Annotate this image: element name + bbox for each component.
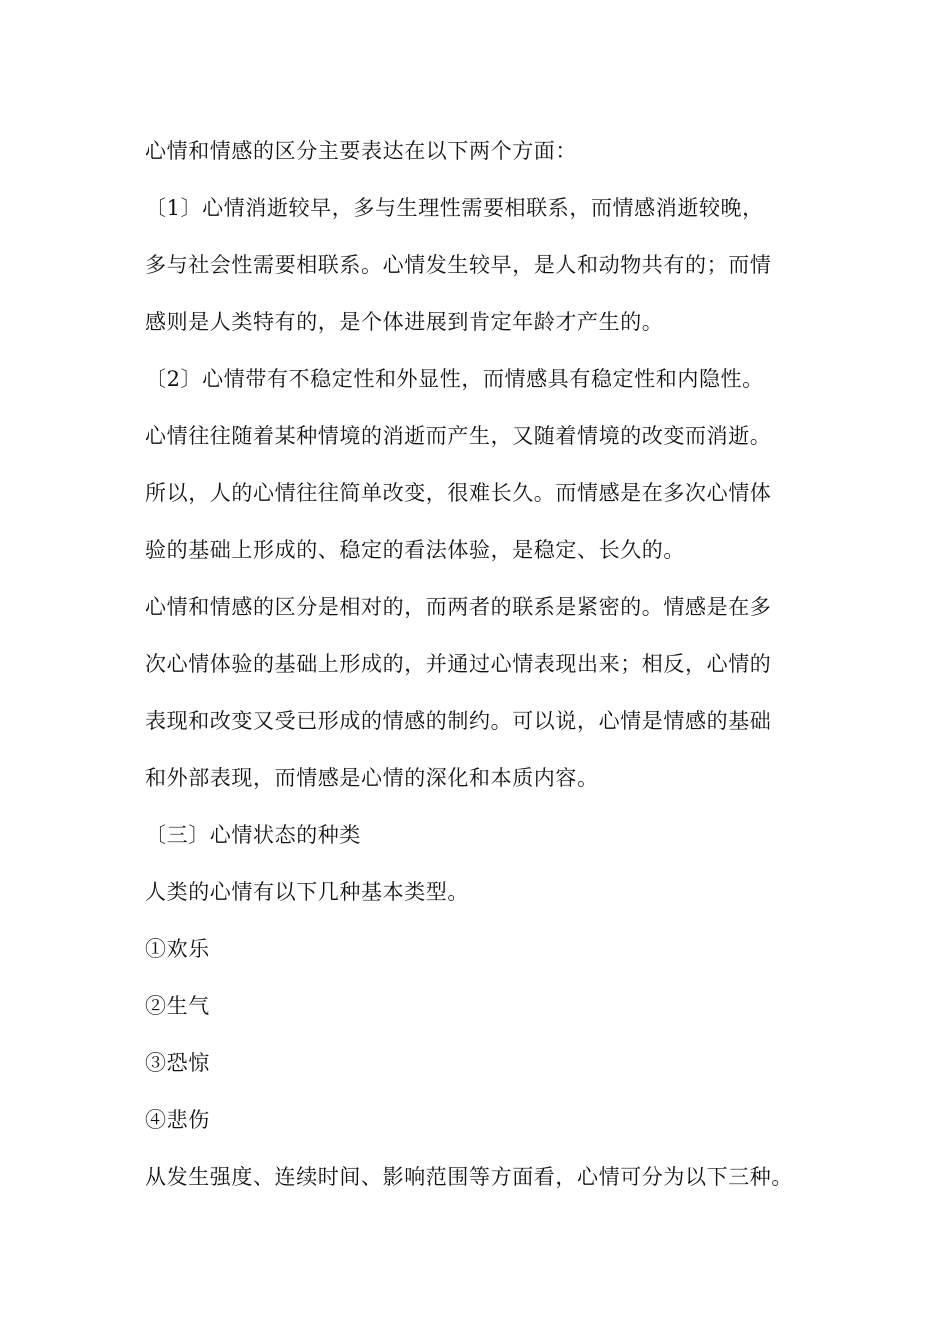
- list-item: ①欢乐: [145, 937, 210, 961]
- text-line: 〔2〕心情带有不稳定性和外显性，而情感具有稳定性和内隐性。: [145, 367, 764, 391]
- text-line: 心情和情感的区分主要表达在以下两个方面：: [145, 139, 577, 163]
- text-line: 从发生强度、连续时间、影响范围等方面看，心情可分为以下三种。: [145, 1165, 793, 1189]
- text-line: 表现和改变又受已形成的情感的制约。可以说，心情是情感的基础: [145, 709, 772, 733]
- list-item: ②生气: [145, 994, 210, 1018]
- section-heading: 〔三〕心情状态的种类: [145, 823, 361, 847]
- text-line: 〔1〕心情消逝较早，多与生理性需要相联系，而情感消逝较晚，: [145, 196, 764, 220]
- text-line: 感则是人类特有的，是个体进展到肯定年龄才产生的。: [145, 310, 664, 334]
- text-line: 验的基础上形成的、稳定的看法体验，是稳定、长久的。: [145, 538, 685, 562]
- list-item: ④悲伤: [145, 1108, 210, 1132]
- text-line: 所以，人的心情往往简单改变，很难长久。而情感是在多次心情体: [145, 481, 772, 505]
- text-line: 心情和情感的区分是相对的，而两者的联系是紧密的。情感是在多: [145, 595, 772, 619]
- text-line: 多与社会性需要相联系。心情发生较早，是人和动物共有的；而情: [145, 253, 772, 277]
- text-line: 和外部表现，而情感是心情的深化和本质内容。: [145, 766, 599, 790]
- text-line: 次心情体验的基础上形成的，并通过心情表现出来；相反，心情的: [145, 652, 772, 676]
- text-line: 人类的心情有以下几种基本类型。: [145, 880, 469, 904]
- text-line: 心情往往随着某种情境的消逝而产生，又随着情境的改变而消逝。: [145, 424, 772, 448]
- list-item: ③恐惊: [145, 1051, 210, 1075]
